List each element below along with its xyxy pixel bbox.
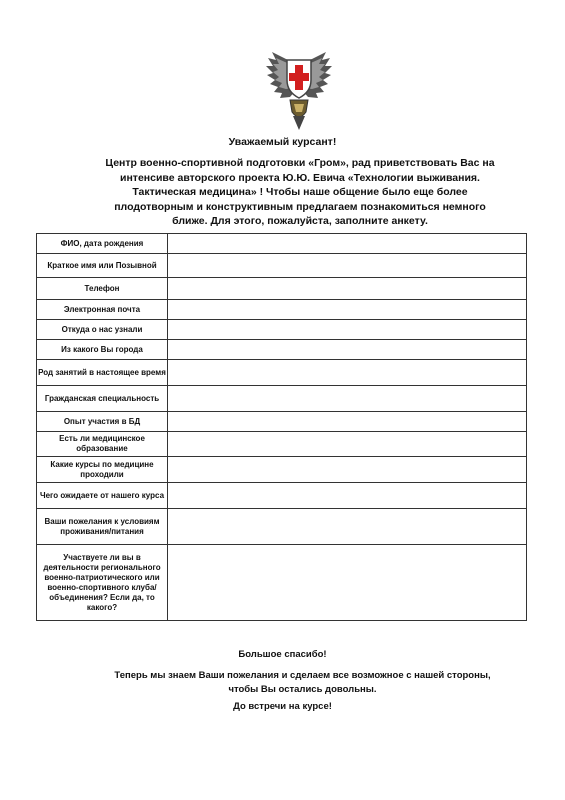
intro-line: Центр военно-спортивной подготовки «Гром», рад приветствовать Вас на [105,157,495,169]
table-row [37,340,527,360]
table-row [37,545,527,621]
question-label: Краткое имя или Позывной [37,254,168,278]
question-label: Электронная почта [37,300,168,320]
questionnaire-table [36,233,527,621]
intro-line: Тактическая медицина» ! Чтобы наше общение было еще более [132,186,468,198]
thanks-heading: Большое спасибо! [238,649,327,660]
answer-cell[interactable] [168,278,527,300]
table-row [37,412,527,432]
answer-cell[interactable] [168,234,527,254]
question-label: Чего ожидаете от нашего курса [37,483,168,509]
farewell-text: До встречи на курсе! [233,701,332,712]
question-label: Какие курсы по медицине проходили [37,457,168,483]
table-row [37,360,527,386]
question-label: Опыт участия в БД [37,412,168,432]
answer-cell[interactable] [168,254,527,278]
question-label: Откуда о нас узнали [37,320,168,340]
table-row [37,300,527,320]
intro-paragraph [80,156,520,229]
answer-cell[interactable] [168,432,527,457]
question-label: Телефон [37,278,168,300]
question-label: Участвуете ли вы в деятельности регионального военно-патриотического или военно-спортивного клуба/объединения? Если да, то какого? [37,545,168,621]
intro-line: интенсиве авторского проекта Ю.Ю. Евича «Технологии выживания. [120,171,480,184]
outro-line: чтобы Вы остались довольны. [228,684,377,695]
question-label: Род занятий в настоящее время [37,360,168,386]
answer-cell[interactable] [168,509,527,545]
question-label: Гражданская специальность [37,386,168,412]
table-row [37,432,527,457]
answer-cell[interactable] [168,457,527,483]
greeting-heading: Уважаемый курсант! [228,136,337,148]
table-row [37,254,527,278]
table-row [37,320,527,340]
table-row [37,457,527,483]
intro-line: плодотворным и конструктивным предлагаем познакомиться немного [114,200,486,213]
table-row [37,278,527,300]
answer-cell[interactable] [168,545,527,621]
question-label: Есть ли медицинское образование [37,432,168,457]
question-label: ФИО, дата рождения [37,234,168,254]
answer-cell[interactable] [168,412,527,432]
question-label: Из какого Вы города [37,340,168,360]
winged-red-cross-emblem-icon [266,50,332,132]
answer-cell[interactable] [168,360,527,386]
outro-paragraph [60,669,545,697]
answer-cell[interactable] [168,386,527,412]
table-row [37,483,527,509]
table-row [37,386,527,412]
question-label: Ваши пожелания к условиям проживания/питания [37,509,168,545]
table-row [37,509,527,545]
intro-line: ближе. Для этого, пожалуйста, заполните анкету. [172,215,428,227]
answer-cell[interactable] [168,340,527,360]
answer-cell[interactable] [168,300,527,320]
outro-line: Теперь мы знаем Ваши пожелания и сделаем все возможное с нашей стороны, [114,670,491,681]
table-row [37,234,527,254]
answer-cell[interactable] [168,483,527,509]
answer-cell[interactable] [168,320,527,340]
